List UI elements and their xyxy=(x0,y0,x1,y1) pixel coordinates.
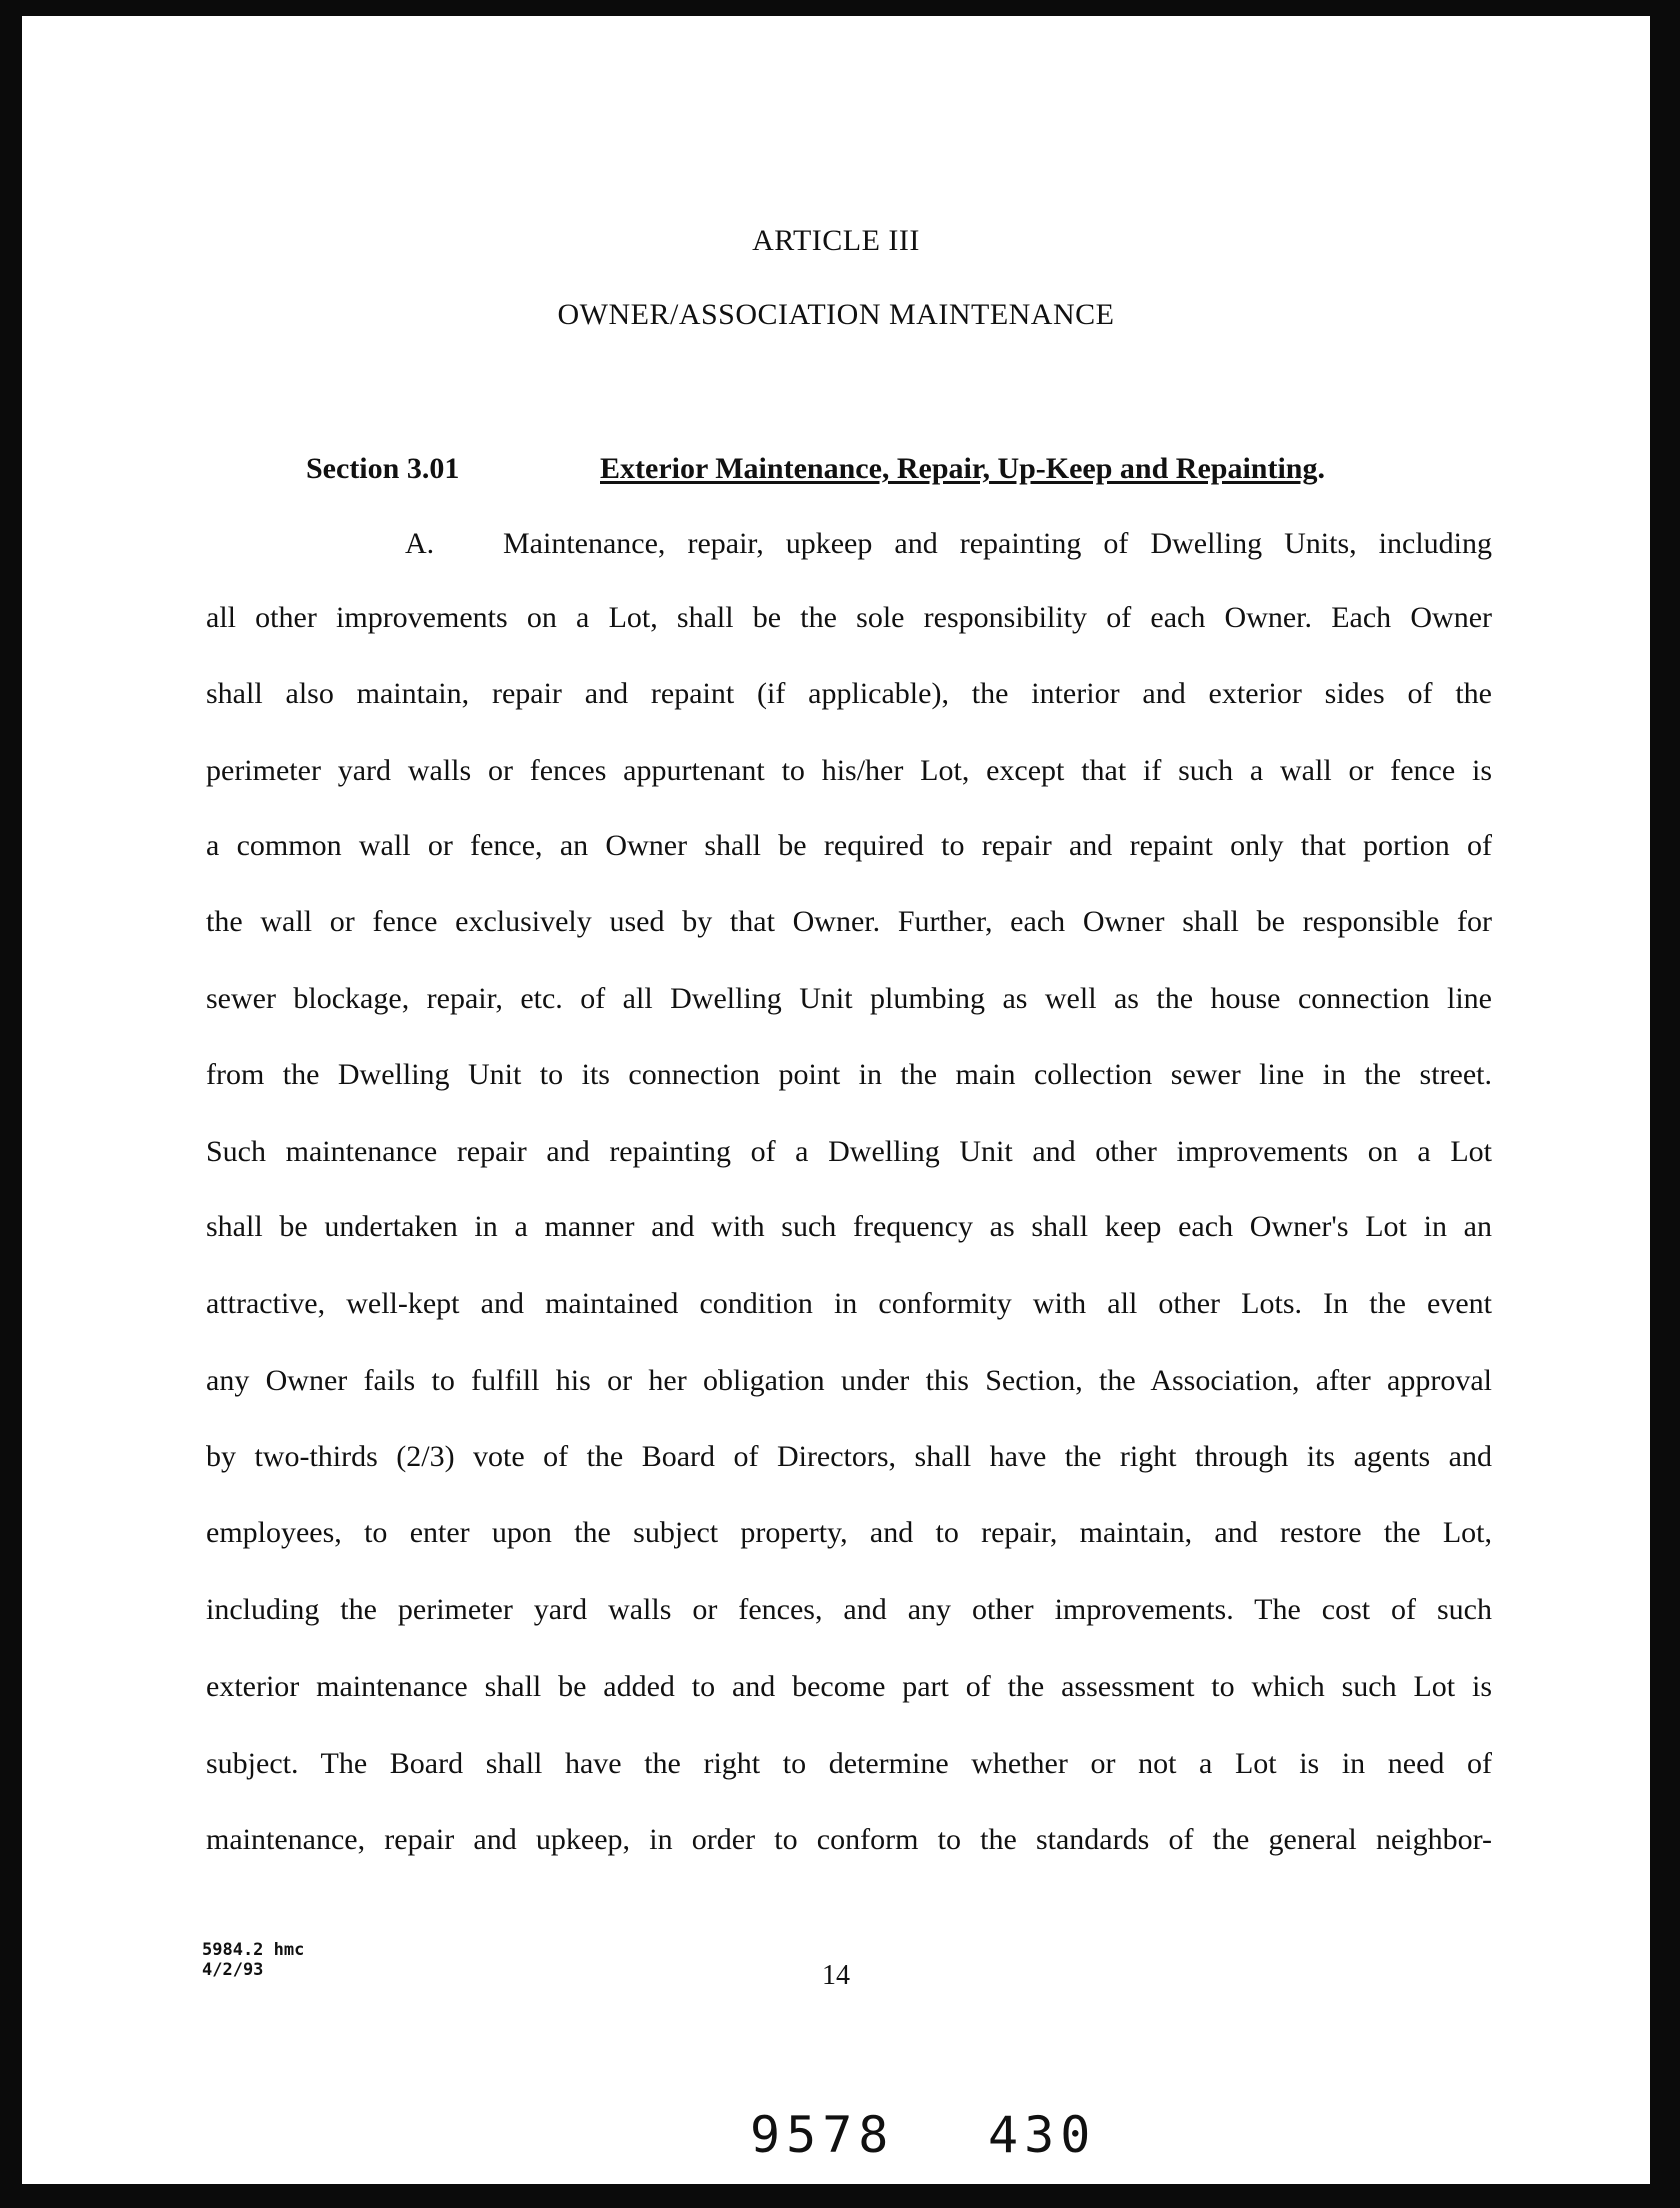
paragraph-line: attractive, well-kept and maintained condition in conformity with all other Lots. In the event xyxy=(206,1287,1492,1320)
section-heading-text: Exterior Maintenance, Repair, Up-Keep and Repainting xyxy=(600,452,1318,485)
document-date: 4/2/93 xyxy=(202,1960,264,1980)
paragraph-line: sewer blockage, repair, etc. of all Dwelling Unit plumbing as well as the house connection line xyxy=(206,982,1492,1015)
scan-speck xyxy=(142,22,146,26)
section-heading xyxy=(600,452,1325,486)
paragraph-line: perimeter yard walls or fences appurtenant to his/her Lot, except that if such a wall or fence is xyxy=(206,754,1492,787)
paragraph-line: from the Dwelling Unit to its connection point in the main collection sewer line in the street. xyxy=(206,1058,1492,1091)
paragraph-line: a common wall or fence, an Owner shall be required to repair and repaint only that portion of xyxy=(206,829,1492,862)
article-title: ARTICLE III xyxy=(752,224,920,257)
stamp-number-right: 430 xyxy=(988,2106,1097,2164)
paragraph-line: maintenance, repair and upkeep, in order to conform to the standards of the general neighbor- xyxy=(206,1823,1492,1856)
paragraph-first-line xyxy=(405,526,1492,562)
paragraph-line: shall be undertaken in a manner and with such frequency as shall keep each Owner's Lot in an xyxy=(206,1210,1492,1243)
paragraph-line: the wall or fence exclusively used by that Owner. Further, each Owner shall be responsible for xyxy=(206,905,1492,938)
paragraph-line: any Owner fails to fulfill his or her obligation under this Section, the Association, after approval xyxy=(206,1364,1492,1397)
stamp-number-left: 9578 xyxy=(750,2106,895,2164)
paragraph-line: subject. The Board shall have the right to determine whether or not a Lot is in need of xyxy=(206,1747,1492,1780)
paragraph-line: by two-thirds (2/3) vote of the Board of Directors, shall have the right through its agents and xyxy=(206,1440,1492,1473)
section-heading-period: . xyxy=(1317,452,1325,485)
page-number: 14 xyxy=(822,1960,850,1991)
scan-speck xyxy=(662,26,665,29)
paragraph-line: employees, to enter upon the subject property, and to repair, maintain, and restore the Lot, xyxy=(206,1516,1492,1549)
paragraph-line: all other improvements on a Lot, shall be the sole responsibility of each Owner. Each Owner xyxy=(206,601,1492,634)
paragraph-line: including the perimeter yard walls or fences, and any other improvements. The cost of such xyxy=(206,1593,1492,1626)
article-subtitle: OWNER/ASSOCIATION MAINTENANCE xyxy=(557,298,1115,331)
paragraph-line: shall also maintain, repair and repaint (if applicable), the interior and exterior sides of the xyxy=(206,677,1492,710)
document-page xyxy=(22,16,1650,2184)
paragraph-letter: A. xyxy=(405,527,435,560)
paragraph-line: exterior maintenance shall be added to and become part of the assessment to which such Lot is xyxy=(206,1670,1492,1703)
document-code: 5984.2 hmc xyxy=(202,1940,305,1960)
paragraph-line: Maintenance, repair, upkeep and repainting of Dwelling Units, including xyxy=(503,527,1492,560)
paragraph-line: Such maintenance repair and repainting of a Dwelling Unit and other improvements on a Lot xyxy=(206,1135,1492,1168)
section-number: Section 3.01 xyxy=(306,452,460,485)
